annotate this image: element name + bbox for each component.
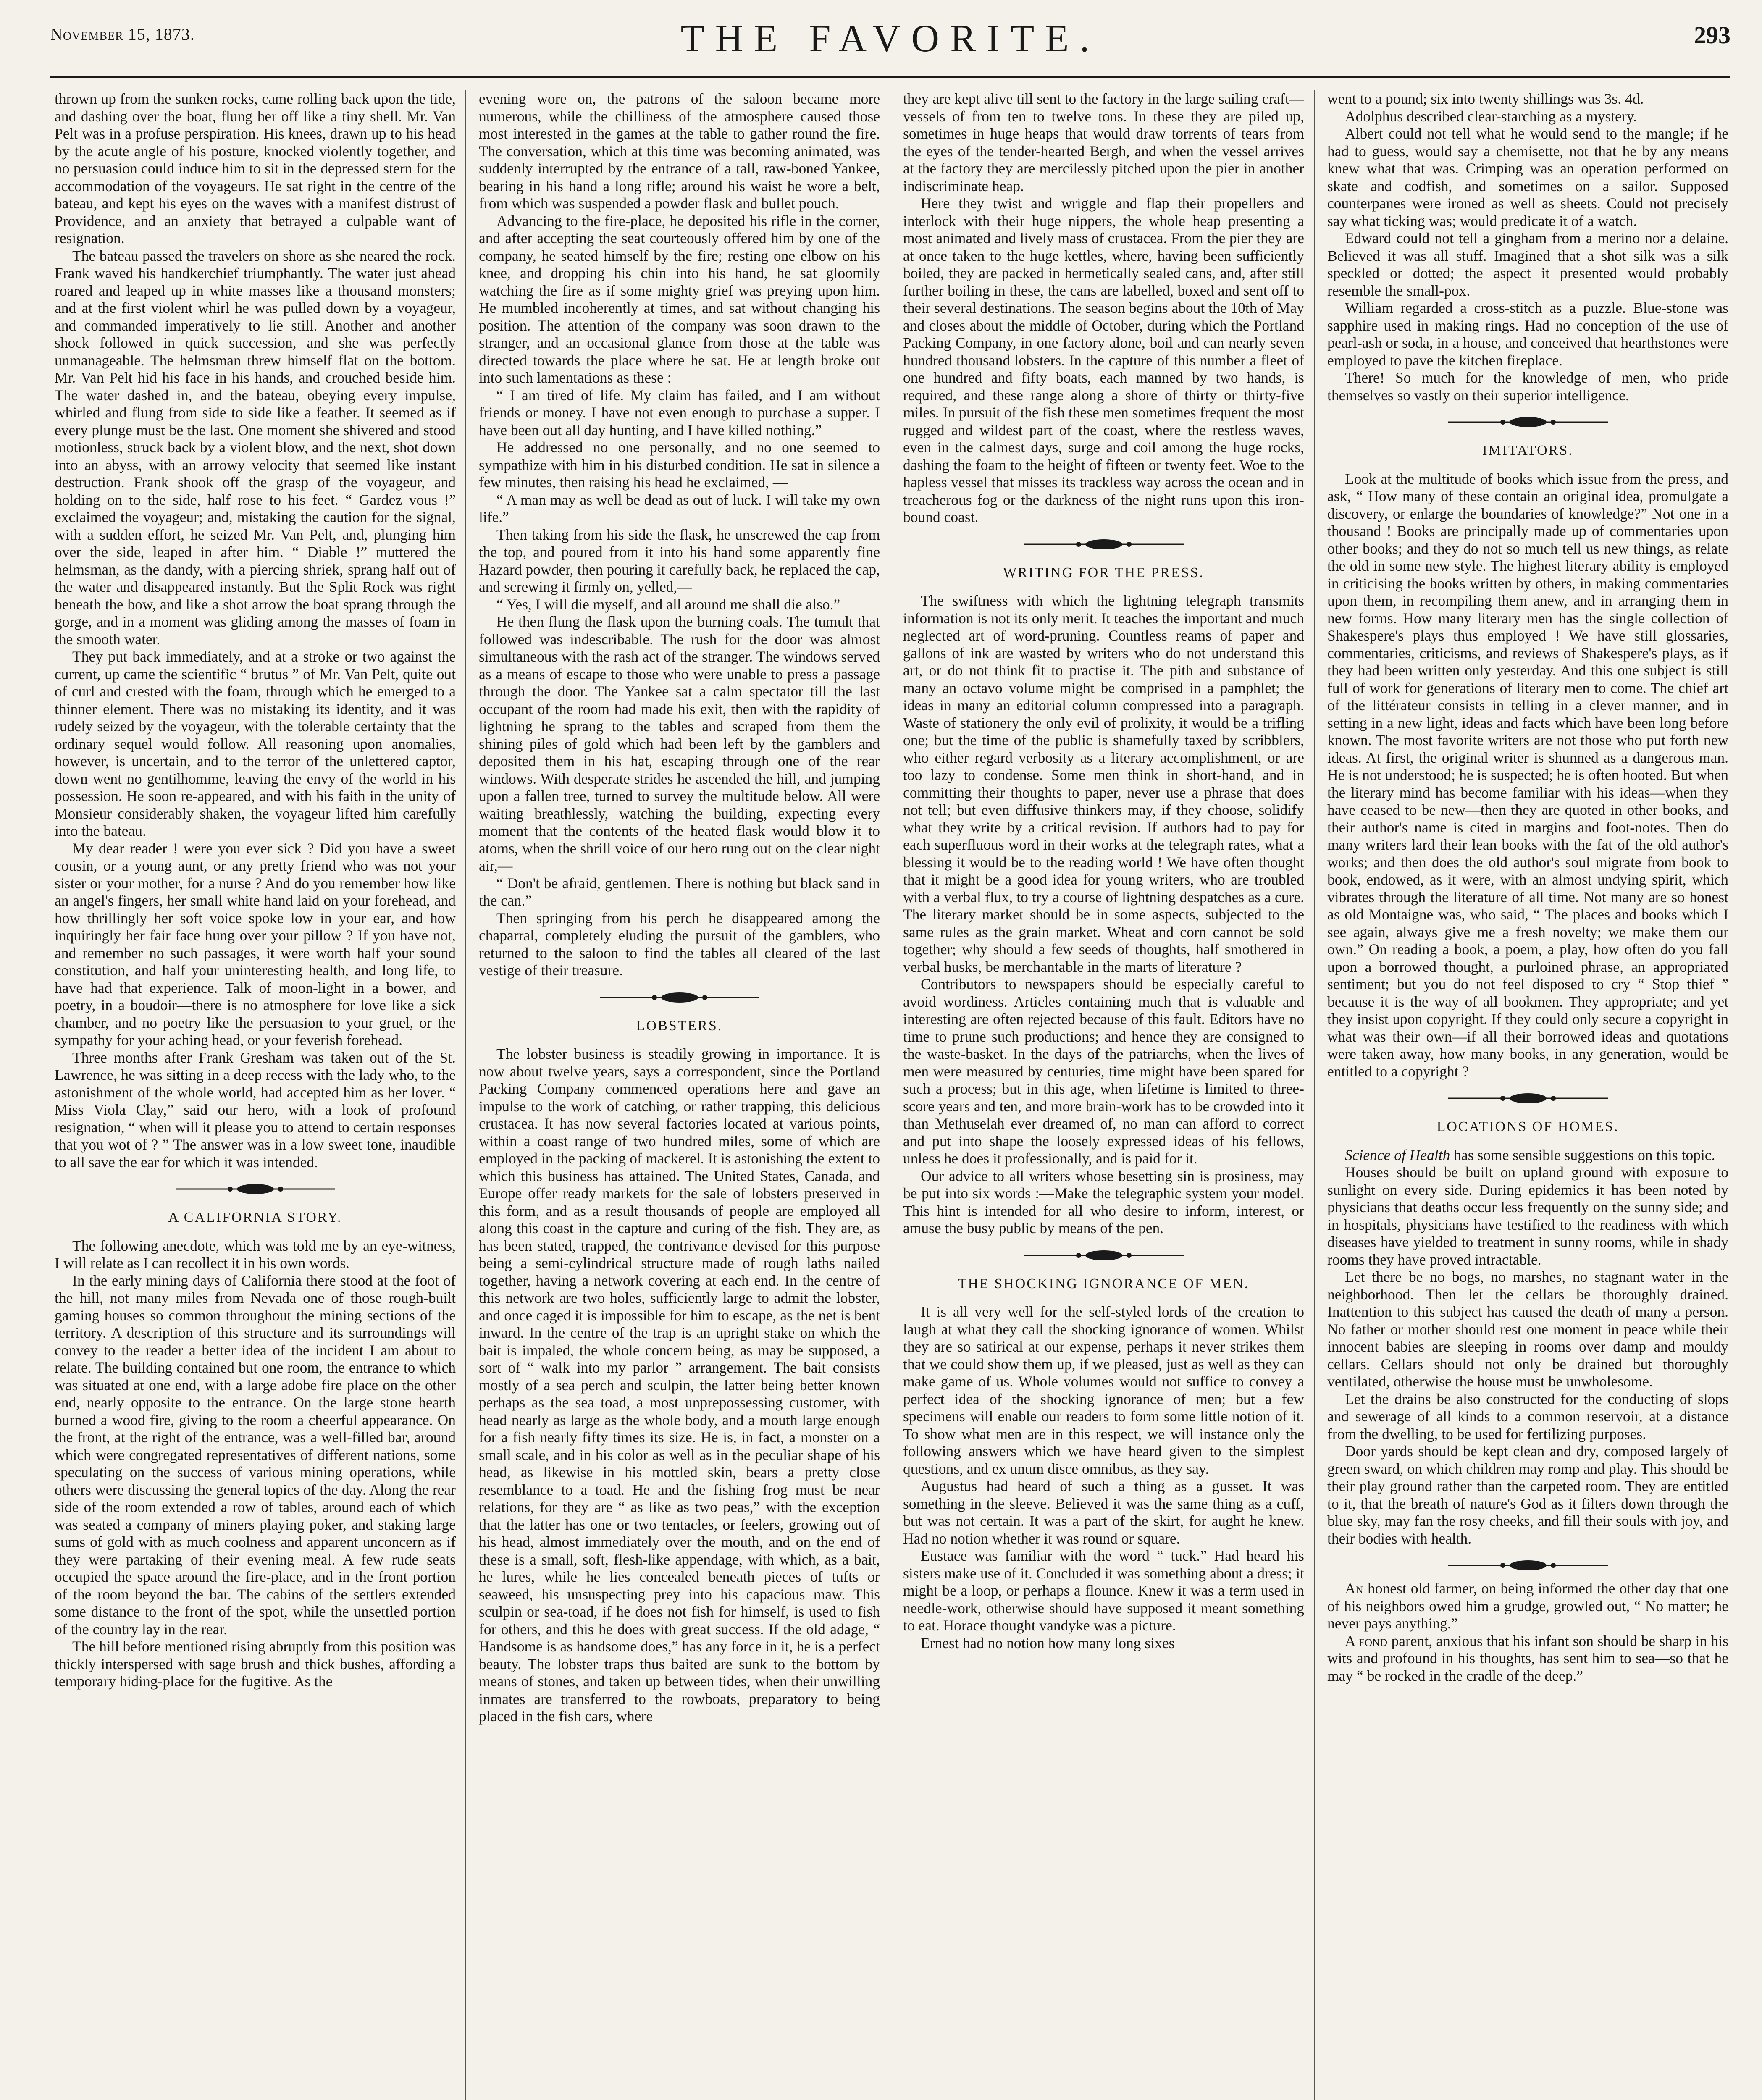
article-title: A CALIFORNIA STORY.: [168, 1210, 342, 1225]
paragraph: The bateau passed the travelers on shore as she neared the rock. Frank waved his handkerchief triumphantly. The water just ahead roared and leaped up in white masses like a thousand monsters; and at the first violent whirl he was pulled down by a voyageur, and commanded imperatively to lie still. Another and another shock followed in quick succession, and she was perfectly unmanageable. The helmsman threw himself flat on the bottom. Mr. Van Pelt hid his face in his hands, and crouched beside him. The water dashed in, and the bateau, obeying every impulse, whirled and flung from side to side like a feather. It seemed as if every plunge must be the last. One moment she shivered and stood motionless, struck back by a violent blow, and the next, shot down into an abyss, with an arrowy velocity that seemed like instant destruction. Frank shook off the grasp of the voyageur, and holding on to the side, half rose to his feet. “ Gardez vous !” exclaimed the voyageur; and, mistaking the caution for the signal, with a sudden effort, he seized Mr. Van Pelt, and, plunging him over the side, leaped in after him. “ Diable !” muttered the helmsman, as the dandy, with a piercing shriek, sprang half out of the water and disappeared instantly. But the Split Rock was right beneath the bow, and like a shot arrow the boat sprang through the gorge, and in a moment was gliding among the masses of foam in the smooth water.: [55, 247, 456, 648]
issue-date: November 15, 1873.: [50, 25, 195, 44]
article-title: LOCATIONS OF HOMES.: [1436, 1119, 1619, 1134]
paragraph: William regarded a cross-stitch as a puzzle. Blue-stone was sapphire used in making rings. Had no conception of the use of pearl-ash or soda, in a house, and conceived that hearthstones were employed to pave the kitchen fireplace.: [1327, 299, 1728, 369]
section-ornament: [1024, 1248, 1184, 1263]
paragraph: He addressed no one personally, and no one seemed to sympathize with him in his disturbed condition. He sat in silence a few minutes, then raising his head he exclaimed, —: [479, 439, 880, 491]
paragraph: A fond parent, anxious that his infant son should be sharp in his wits and profound in his thoughts, has sent him to sea—so that he may “ be rocked in the cradle of the deep.”: [1327, 1632, 1728, 1684]
column-divider: [1314, 90, 1315, 2100]
paragraph: “ Don't be afraid, gentlemen. There is nothing but black sand in the can.”: [479, 874, 880, 909]
article-title: LOBSTERS.: [636, 1018, 723, 1034]
paragraph: “ Yes, I will die myself, and all around me shall die also.”: [496, 596, 840, 613]
paragraph: Here they twist and wriggle and flap their propellers and interlock with their huge nippers, the whole heap presenting a most animated and lively mass of crustacea. From the pier they are at once taken to the huge kettles, where, having been sufficiently boiled, they are packed in hermetically sealed cans, and, after still further boiling in these, the cans are labelled, boxed and sent off to their several destinations. The season begins about the 10th of May and closes about the middle of October, during which the Portland Packing Company, in one factory alone, boil and can nearly seven hundred thousand lobsters. In the capture of this number a fleet of one hundred and fifty boats, each manned by two hands, is required, and these range along a shore of thirty or thirty-five miles. In pursuit of the fish these men sometimes frequent the most rugged and wildest part of the coast, where the restless waves, even in the calmest days, surge and coil among the huge rocks, dashing the foam to the height of fifteen or twenty feet. Woe to the hapless vessel that misses its trackless way across the ocean and in treacherous fog or the darkness of the night runs upon this iron-bound coast.: [903, 195, 1304, 525]
masthead-title: THE FAVORITE.: [680, 17, 1100, 60]
paragraph: Science of Health has some sensible suggestions on this topic.: [1345, 1146, 1715, 1163]
paragraph: In the early mining days of California there stood at the foot of the hill, not many miles from Nevada one of those rough-built gaming houses so common throughout the mining sections of the territory. A description of this structure and its surroundings will convey to the reader a better idea of the incident I am about to relate. The building contained but one room, the entrance to which was situated at one end, with a large adobe fire place on the other end, nearly opposite to the entrance. On the large stone hearth burned a wood fire, giving to the room a cheerful appearance. On the front, at the right of the entrance, was a well-filled bar, around which were congregated representatives of different nations, some speculating on the success of various mining operations, while others were discussing the general topics of the day. Along the rear side of the room extended a row of tables, around each of which was seated a company of miners playing poker, and staking large sums of gold with as much coolness and apparent unconcern as if they were partaking of their evening meal. A few rude seats occupied the space around the fire-place, and in the front portion of the room beyond the bar. The cabins of the settlers extended some distance to the front of the spot, while the unsettled portion of the country lay in the rear.: [55, 1272, 456, 1638]
page-header: [50, 13, 1730, 71]
paragraph: Advancing to the fire-place, he deposited his rifle in the corner, and after accepting the seat courteously offered him by one of the company, he seated himself by the fire; resting one elbow on his knee, and dropping his chin into his hand, he sat gloomily watching the fire as if some mighty grief was preying upon him. He mumbled incoherently at times, and sat without changing his position. The attention of the company was soon drawn to the stranger, and an occasional glance from those at the table was directed towards the place where he sat. He at length broke out into such lamentations as these :: [479, 212, 880, 386]
paragraph: Then taking from his side the flask, he unscrewed the cap from the top, and poured from it into his hand some apparently fine Hazard powder, then pouring it carefully back, he replaced the cap, and screwing it firmly on, yelled,—: [479, 526, 880, 595]
paragraph: Look at the multitude of books which issue from the press, and ask, “ How many of these contain an original idea, promulgate a discovery, or enlarge the boundaries of knowledge?” Not one in a thousand ! Books are principally made up of commentaries upon other books; and they do not so much tell us new things, as relate the old in some new style. The highest literary ability is employed in criticising the books written by others, in making commentaries upon them, in recompiling them anew, and in arranging them in new forms. How many literary men has the single collection of Shakespere's plays thus employed ! We have still glossaries, commentaries, criticisms, and reviews of Shakespere's plays, as if they had been written only yesterday. And this one subject is still full of work for generations of literary men to come. The chief art of the littérateur consists in telling in a clever manner, and in setting in a new light, ideas and facts which have been long before known. The most favorite writers are not those who put forth new ideas. At first, the original writer is shunned as a dangerous man. He is not understood; he is suspected; he is often hooted. But when the literary mind has become familiar with his ideas—when they have ceased to be new—then they are quoted in other books, and their author's name is cited in margins and foot-notes. Then do many writers lard their lean books with the fat of the old author's works; and then does the old author's soul migrate from book to book, endowed, as it were, with an almost undying spirit, which vibrates through the literature of all time. Not many are so honest as old Montaigne was, who said, “ The places and books which I see again, always give me a fresh novelty; we make them our own.” On reading a book, a poem, a play, how often do you fall upon a borrowed thought, a purloined phrase, an appropriated sentiment; but you do not feel disposed to cry “ Stop thief ” because it is the way of all bookmen. They appropriate; and yet they insist upon copyright. If they could only secure a copyright in what was their own—if all their borrowed ideas and quotations were taken away, how many books, in any generation, would be entitled to a copyright ?: [1327, 470, 1728, 1080]
paragraph: Augustus had heard of such a thing as a gusset. It was something in the sleeve. Believed it was the same thing as a cuff, but was not certain. It was a part of the skirt, for aught he knew. Had no notion whether it was round or square.: [903, 1478, 1304, 1547]
paragraph: Door yards should be kept clean and dry, composed largely of green sward, on which children may romp and play. This should be their play ground rather than the carpeted room. They are entitled to it, that the breath of nature's God as it filters down through the blue sky, may fan the rosy cheeks, and fill their souls with joy, and their bodies with health.: [1327, 1443, 1728, 1547]
column-1: [55, 90, 456, 2100]
column-2: [479, 90, 880, 2100]
paragraph: The swiftness with which the lightning telegraph transmits information is not its only merit. It teaches the important and much neglected art of word-pruning. Countless reams of paper and gallons of ink are wasted by writers who do not understand this art, or do not think fit to practise it. The pith and substance of many an octavo volume might be comprised in a pamphlet; the ideas in many an editorial column compressed into a paragraph. Waste of stationery the only evil of prolixity, it would be a trifling one; but the time of the public is shamefully taxed by scribblers, who either regard verbosity as a literary accomplishment, or are too lazy to condense. Some men think in short-hand, and in committing their thoughts to paper, never use a phrase that does not tell; but even diffusive thinkers may, if they choose, solidify what they write by a critical revision. If authors had to pay for each superfluous word in their works at the telegraph rates, what a blessing it would be to the reading world ! We have often thought that it might be a good idea for young writers, who are troubled with a verbal flux, to try a course of lightning despatches as a cure. The literary market should be in some aspects, subjected to the same rules as the grain market. Wheat and corn cannot be sold together; why should a few seeds of thoughts, half smothered in verbal husks, be merchantable in the marts of literature ?: [903, 592, 1304, 975]
paragraph: Let there be no bogs, no marshes, no stagnant water in the neighborhood. Then let the cellars be thoroughly drained. Inattention to this subject has caused the death of many a person. No father or mother should rest one moment in peace while their innocent babies are sleeping in rooms over damp and mouldy cellars. Cellars should not only be drained but thoroughly ventilated, otherwise the house must be unwholesome.: [1327, 1268, 1728, 1390]
article-title: IMITATORS.: [1482, 443, 1573, 458]
paragraph: “ I am tired of life. My claim has failed, and I am without friends or money. I have not even enough to purchase a supper. I have been out all day hunting, and I have killed nothing.”: [479, 386, 880, 438]
paragraph: They put back immediately, and at a stroke or two against the current, up came the scientific “ brutus ” of Mr. Van Pelt, quite out of curl and crested with the foam, through which he emerged to a thinner element. There was no mistaking its identity, and it was rudely seized by the voyageur, with the tolerable certainty that the ordinary sequel would follow. All reasoning upon anomalies, however, is uncertain, and to the terror of the unlettered captor, down went no gentilhomme, leaving the envy of the world in his possession. He soon re-appeared, and with his faith in the unity of Monsieur considerably shaken, the voyageur lifted him carefully into the bateau.: [55, 648, 456, 839]
paragraph: Contributors to newspapers should be especially careful to avoid wordiness. Articles containing much that is valuable and interesting are often rejected because of this fault. Editors have no time to prune such productions; and hence they are consigned to the waste-basket. In the days of the patriarchs, when the lives of men were measured by centuries, time might have been spared for such a process; but in this age, when lifetime is limited to three-score years and ten, and more brain-work has to be crowded into it than Methuselah ever dreamed of, no man can afford to correct and put into shape the loosely expressed ideas of his fellows, unless he does it professionally, and is paid for it.: [903, 976, 1304, 1167]
paragraph: Edward could not tell a gingham from a merino nor a delaine. Believed it was all stuff. Imagined that a shot silk was a silk speckled or dotted; the aspect it presented would probably resemble the small-pox.: [1327, 230, 1728, 299]
article-title: THE SHOCKING IGNORANCE OF MEN.: [958, 1276, 1250, 1292]
paragraph: “ A man may as well be dead as out of luck. I will take my own life.”: [479, 491, 880, 525]
paragraph: The following anecdote, which was told me by an eye-witness, I will relate as I can recollect it in his own words.: [55, 1237, 456, 1271]
paragraph: The hill before mentioned rising abruptly from this position was thickly interspersed with sage brush and thick bushes, affording a temporary hiding-place for the fugitive. As the: [55, 1638, 456, 1690]
paragraph: they are kept alive till sent to the factory in the large sailing craft—vessels of from ten to twelve tons. In these they are piled up, sometimes in huge heaps that would draw torrents of tears from the eyes of the tender-hearted Bergh, and when the vessel arrives at the factory they are mercilessly pitched upon the pier in another indiscriminate heap.: [903, 90, 1304, 194]
paragraph: Then springing from his perch he disappeared among the chaparral, completely eluding the pursuit of the gamblers, who returned to the saloon to find the tables all cleared of the last vestige of their treasure.: [479, 909, 880, 979]
header-rule: [50, 76, 1730, 78]
paragraph: went to a pound; six into twenty shillings was 3s. 4d.: [1327, 90, 1644, 107]
page-number: 293: [1694, 21, 1730, 49]
paragraph: Our advice to all writers whose besetting sin is prosiness, may be put into six words :—Make the telegraphic system your model. This hint is intended for all who desire to inform, interest, or amuse the busy public by means of the pen.: [903, 1167, 1304, 1236]
article-title: WRITING FOR THE PRESS.: [1003, 564, 1205, 580]
paragraph: An honest old farmer, on being informed the other day that one of his neighbors owed him a grudge, growled out, “ No matter; he never pays anything.”: [1327, 1580, 1728, 1632]
paragraph: He then flung the flask upon the burning coals. The tumult that followed was indescribable. The rush for the door was almost simultaneous with the rash act of the stranger. The windows served as a means of escape to those who were unable to press a passage through the door. The Yankee sat a calm spectator till the last occupant of the room had made his exit, then with the rapidity of lightning he sprang to the tables and scraped from them the shining piles of gold which had been left by the gamblers and deposited them in his hat, escaping through one of the rear windows. With desperate strides he ascended the hill, and jumping upon a fallen tree, turned to survey the multitude below. All were waiting breathlessly, watching the building, expecting every moment that the contents of the heated flask would blow it to atoms, when the shrill voice of our hero rung out on the clear night air,—: [479, 613, 880, 874]
section-ornament: [1448, 415, 1608, 429]
paragraph: It is all very well for the self-styled lords of the creation to laugh at what they call the shocking ignorance of women. Whilst they are so satirical at our expense, perhaps it never strikes them that we could show them up, if we pleased, just as well as they can make game of us. Whole volumes would not suffice to convey a perfect idea of the shocking ignorance of men; but a few specimens will enable our readers to form some little notion of it. To show what men are in this respect, we will instance only the following answers which we have heard given to the simplest questions, and ex unum disce omnibus, as they say.: [903, 1303, 1304, 1477]
section-ornament: [600, 990, 759, 1005]
paragraph: My dear reader ! were you ever sick ? Did you have a sweet cousin, or a young aunt, or any pretty friend who was not your sister or your mother, for a nurse ? And do you remember how like an angel's fingers, her small white hand laid on your forehead, and how thrillingly her soft voice spoke low in your ear, and how inquiringly her fair face hung over your pillow ? If you have not, and remember no such passages, it were worth half your sound constitution, and half your uninteresting health, and long life, to have had that experience. Talk of moon-light in a bower, and poetry, in a boudoir—there is no atmosphere for love like a sick chamber, and no poetry like the persuasion to your gruel, or the sympathy for your aching head, or your feverish forehead.: [55, 840, 456, 1048]
paragraph: Houses should be built on upland ground with exposure to sunlight on every side. During epidemics it has been noted by physicians that deaths occur less frequently on the sunny side; and in hospitals, physicians have testified to the readiness with which diseases have yielded to treatment in sunny rooms, while in shady rooms they have proved intractable.: [1327, 1164, 1728, 1268]
section-ornament: [1448, 1558, 1608, 1572]
column-divider: [465, 90, 466, 2100]
section-ornament: [176, 1182, 335, 1196]
section-ornament: [1448, 1091, 1608, 1105]
paragraph: evening wore on, the patrons of the saloon became more numerous, while the chilliness of the atmosphere caused those most interested in the games at the table to gather round the fire. The conversation, which at this time was becoming animated, was suddenly interrupted by the entrance of a tall, raw-boned Yankee, bearing in his hand a long rifle; around his waist he wore a belt, from which was suspended a powder flask and bullet pouch.: [479, 90, 880, 212]
paragraph: Three months after Frank Gresham was taken out of the St. Lawrence, he was sitting in a deep recess with the lady who, to the astonishment of the whole world, had accepted him as her lover. “ Miss Viola Clay,” said our hero, with a look of profound resignation, “ when will it please you to attend to certain responses that you wot of ? ” The answer was in a low sweet tone, inaudible to all save the ear for which it was intended.: [55, 1049, 456, 1171]
paragraph: Eustace was familiar with the word “ tuck.” Had heard his sisters make use of it. Concluded it was something about a dress; it might be a loop, or perhaps a flounce. Knew it was a term used in needle-work, otherwise should have supposed it meant something to eat. Horace thought vandyke was a picture.: [903, 1547, 1304, 1634]
source-citation: Science of Health: [1345, 1146, 1450, 1163]
paragraph: thrown up from the sunken rocks, came rolling back upon the tide, and dashing over the boat, flung her off like a tiny shell. Mr. Van Pelt was in a profuse perspiration. His knees, drawn up to his head by the acute angle of his posture, knocked violently together, and no persuasion could induce him to sit in the depressed stern for the accommodation of the voyageurs. He sat right in the centre of the bateau, and kept his eyes on the waves with a manifest distrust of Providence, and an anxiety that betrayed a culpable want of resignation.: [55, 90, 456, 247]
paragraph: There! So much for the knowledge of men, who pride themselves so vastly on their superior intelligence.: [1327, 369, 1728, 404]
paragraph: The lobster business is steadily growing in importance. It is now about twelve years, says a correspondent, since the Portland Packing Company commenced operations here and gave an impulse to the work of catching, or rather trapping, this delicious crustacea. It has now several factories located at various points, within a coast range of two hundred miles, some of which are employed in the packing of mackerel. It is astonishing the extent to which this business has attained. The United States, Canada, and Europe offer ready markets for the sale of lobsters preserved in this form, and as a result thousands of people are employed all along this coast in the capture and curing of the fish. They are, as has been stated, trapped, the contrivance devised for this purpose being a semi-cylindrical structure made of rough laths nailed together, having a network covering at each end. In the centre of this network are two holes, sufficiently large to admit the lobster, and once caged it is impossible for him to escape, as the net is bent inward. In the centre of the trap is an upright stake on which the bait is impaled, the whole concern being, as may be supposed, a sort of “ walk into my parlor ” arrangement. The bait consists mostly of a sea perch and sculpin, the latter being better known perhaps as the sea toad, a most unprepossessing customer, with head nearly as large as the whole body, and a mouth large enough for a fish nearly fifty times its size. He is, in fact, a monster on a small scale, and in his color as well as in the peculiar shape of his head, as likewise in his mottled skin, bears a pretty close resemblance to a toad. He and the fishing frog must be near relations, for they are “ as like as two peas,” with the exception that the latter has one or two tentacles, or feelers, growing out of his head, almost immediately over the mouth, and on the end of these is a small, soft, flesh-like appendage, with which, as a bait, he lures, while he lies concealed beneath pieces of tufts or seaweed, his unsuspecting prey into his capacious maw. This sculpin or sea-toad, if he does not fish for himself, is used to fish for others, and this he does with great success. If the old adage, “ Handsome is as handsome does,” has any force in it, he is a perfect beauty. The lobster traps thus baited are sunk to the bottom by means of stones, and taken up between tides, when their unwilling inmates are transferred to the rowboats, preparatory to being placed in the fish cars, where: [479, 1045, 880, 1725]
section-ornament: [1024, 537, 1184, 551]
column-4: [1327, 90, 1728, 2100]
paragraph: Adolphus described clear-starching as a mystery.: [1345, 108, 1637, 125]
paragraph: Albert could not tell what he would send to the mangle; if he had to guess, would say a chemisette, not that he by any means knew what that was. Crimping was an operation performed on skate and codfish, and sometimes on a sailor. Supposed counterpanes were ironed as well as sheets. Could not precisely say what ticking was; would predicate it of a watch.: [1327, 125, 1728, 229]
column-3: [903, 90, 1304, 2100]
paragraph: Ernest had no notion how many long sixes: [921, 1634, 1175, 1651]
paragraph: Let the drains be also constructed for the conducting of slops and sewerage of all kinds to a common reservoir, at a distance from the dwelling, to be used for fertilizing purposes.: [1327, 1390, 1728, 1442]
